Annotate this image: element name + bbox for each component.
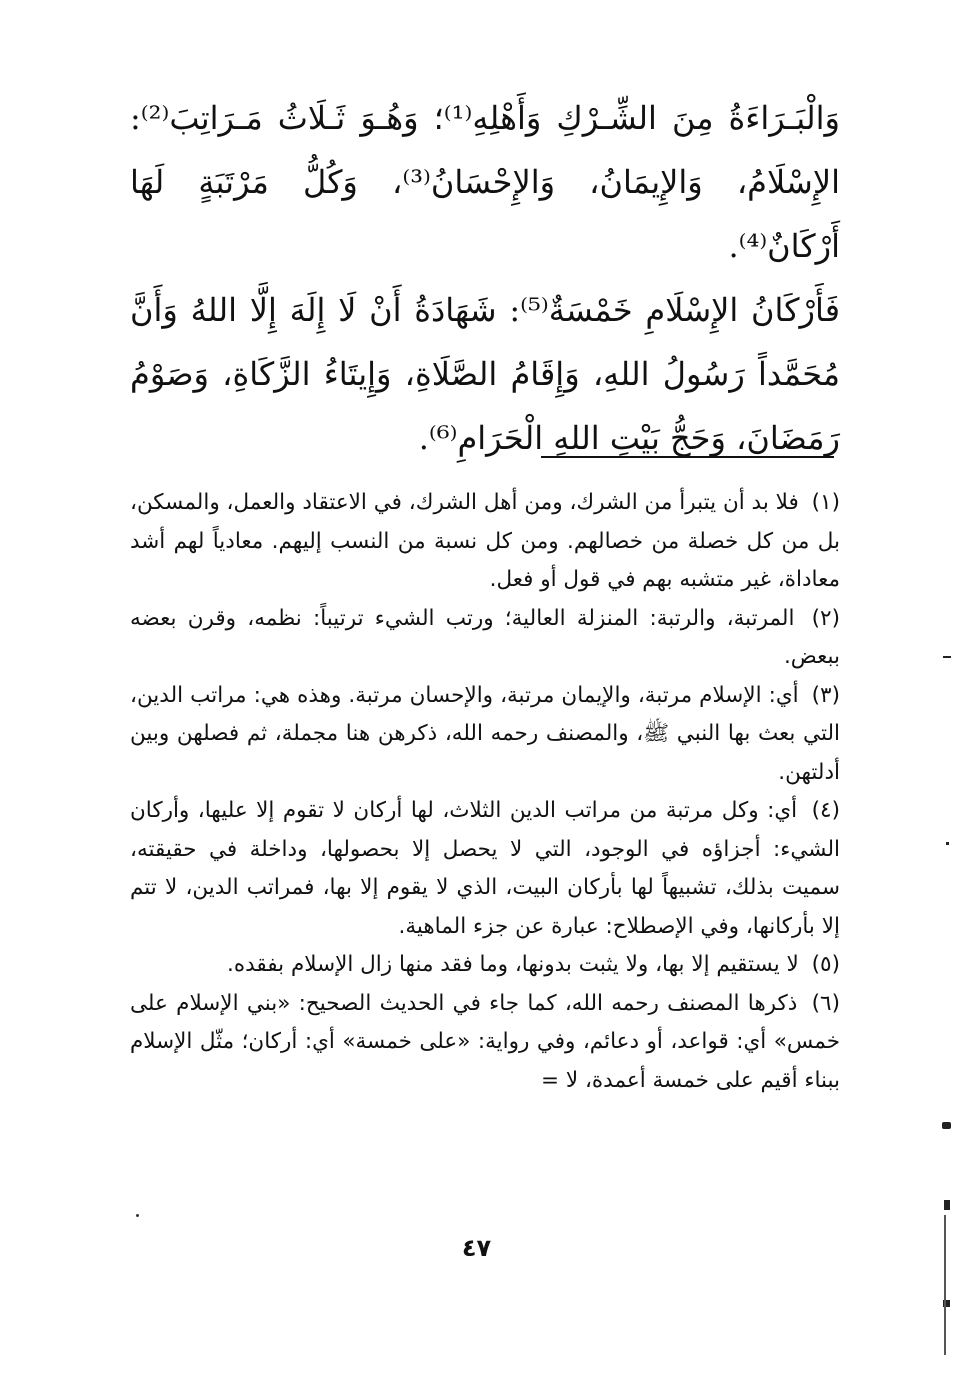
footnote-text: أي: الإسلام مرتبة، والإيمان مرتبة، والإحسان مرتبة. وهذه هي: مراتب الدين، التي بعث بها النبي ﷺ، والمصنف رحمه الله، ذكرهن هنا مجملة، ثم فصلهن وبين أدلتهن. (130, 682, 840, 785)
footnote-text: أي: وكل مرتبة من مراتب الدين الثلاث، لها أركان لا تقوم إلا عليها، وأركان الشيء: أجزاؤه في الوجود، التي لا يحصل إلا بحصولها، وداخلة في حقيقته، سميت بذلك، تشبيهاً لها بأركان البيت، الذي لا يقوم إلا بها، فمراتب الدين، لا تتم إلا بأركانها، وفي الإصطلاح: عبارة عن جزء الماهية. (130, 798, 840, 939)
scan-edge-mark (942, 1122, 951, 1129)
scan-edge-mark (944, 1200, 950, 1210)
footnote-number: (٤) (811, 798, 840, 823)
scan-edge-mark (943, 656, 951, 658)
scan-edge-mark (946, 842, 949, 845)
footnote-number: (٣) (811, 682, 840, 708)
footnote-2 (130, 600, 840, 677)
footnote-6 (130, 985, 840, 1101)
footnote-text: ذكرها المصنف رحمه الله، كما جاء في الحديث الصحيح: «بني الإسلام على خمس» أي: قواعد، أو دعائم، وفي رواية: «على خمسة» أي: أركان؛ مثّل الإسلام ببناء أقيم على خمسة أعمدة، لا = (130, 990, 840, 1093)
footnotes (130, 484, 840, 1100)
main-paragraph-2: فَأَرْكَانُ الإِسْلَامِ خَمْسَةٌ⁽⁵⁾: شَهَادَةُ أَنْ لَا إِلَهَ إِلَّا اللهُ وَأَنَّ مُحَمَّداً رَسُولُ اللهِ، وَإِقَامُ الصَّلَاةِ، وَإِيتَاءُ الزَّكَاةِ، وَصَوْمُ رَمَضَانَ، وَحَجُّ بَيْتِ اللهِ الْحَرَامِ⁽⁶⁾. (130, 291, 841, 457)
page-number: ٤٧ (461, 1234, 492, 1262)
footnote-1 (130, 484, 840, 600)
footnote-4 (130, 792, 840, 946)
footnote-3 (130, 677, 840, 793)
footnote-5 (130, 946, 840, 985)
main-paragraph-1: وَالْبَـرَاءَةُ مِنَ الشِّـرْكِ وَأَهْلِهِ⁽¹⁾؛ وَهُـوَ ثَـلَاثُ مَـرَاتِبَ⁽²⁾: الإِسْلَامُ، وَالإِيمَانُ، وَالإِحْسَانُ⁽³⁾، وَكُلُّ مَرْتَبَةٍ لَهَا أَرْكَانٌ⁽⁴⁾. (130, 99, 841, 265)
footnote-text: المرتبة، والرتبة: المنزلة العالية؛ ورتب الشيء ترتيباً: نظمه، وقرن بعضه ببعض. (130, 605, 840, 669)
scan-dot (136, 1214, 139, 1217)
scan-edge-line (944, 1215, 946, 1355)
footnote-number: (٦) (811, 990, 840, 1016)
footnote-number: (٢) (811, 605, 840, 631)
footnote-text: لا يستقيم إلا بها، ولا يثبت بدونها، وما فقد منها زال الإسلام بفقده. (227, 952, 799, 977)
footnote-number: (٥) (811, 952, 840, 977)
footnote-text: فلا بد أن يتبرأ من الشرك، ومن أهل الشرك، في الاعتقاد والعمل، والمسكن، بل من كل خصلة من خصالهم. ومن كل نسبة من النسب إليهم. معادياً لهم أشد معاداة، غير متشبه بهم في قول أو فعل. (130, 490, 840, 592)
main-text (130, 86, 840, 470)
footnote-number: (١) (811, 490, 840, 515)
footnote-separator (541, 456, 834, 458)
